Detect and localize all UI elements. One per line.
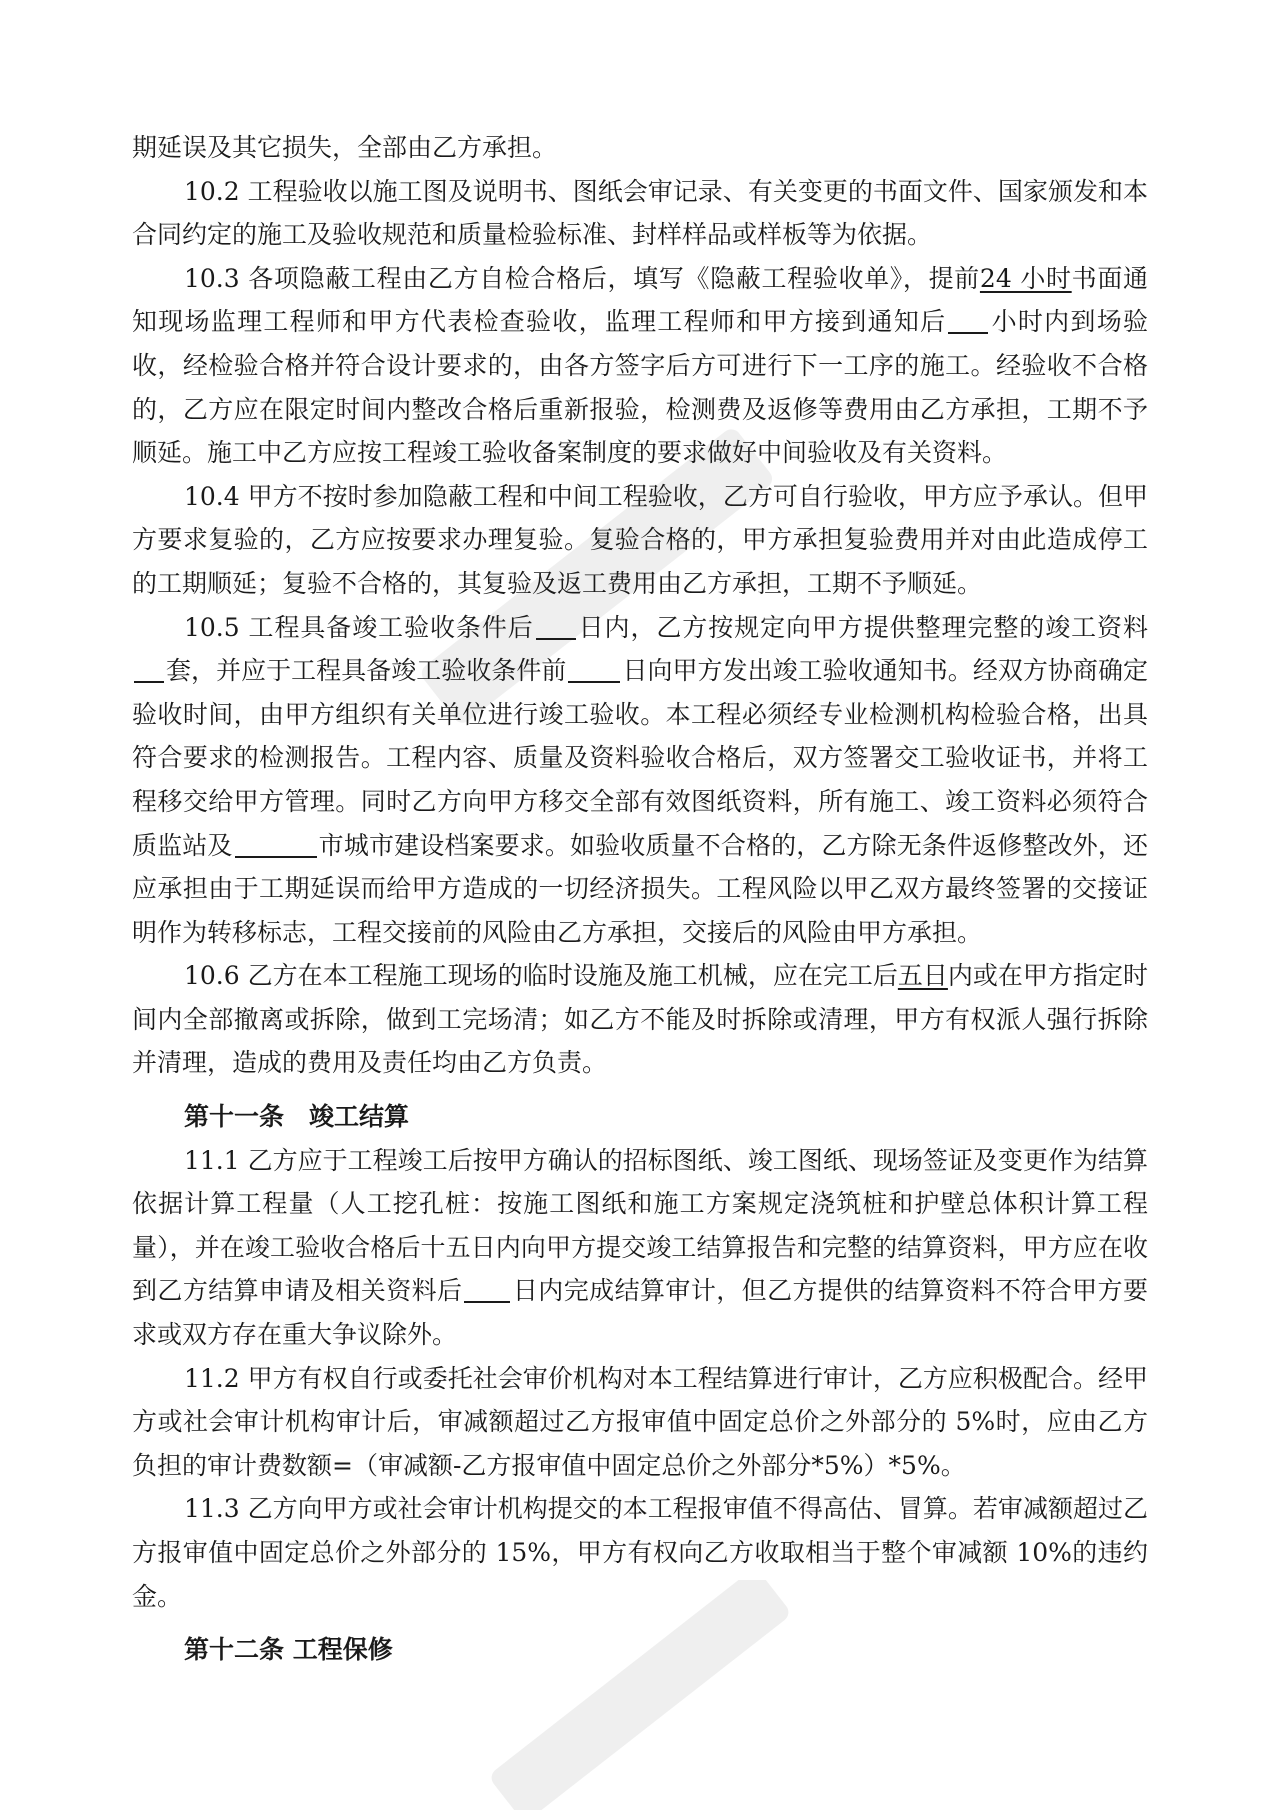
clause-text: 市城市建设档案要求。如验收质量不合格的，乙方除无条件返修整改外，还应承担由于工期延误而给甲方造成的一切经济损失。工程风险以甲乙双方最终签署的交接证明作为转移标志，工程交接前的风险由乙方承担，交接后的风险由甲方承担。 — [132, 830, 1148, 947]
clause-text: 套，并应于工程具备竣工验收条件前 — [166, 656, 567, 686]
clause-10-4: 10.4 甲方不按时参加隐蔽工程和中间工程验收，乙方可自行验收，甲方应予承认。但甲方要求复验的，乙方应按要求办理复验。复验合格的，甲方承担复验费用并对由此造成停工的工期顺延；复验不合格的，其复验及返工费用由乙方承担，工期不予顺延。 — [132, 481, 1148, 598]
paragraph-continuation: 期延误及其它损失，全部由乙方承担。 — [132, 133, 558, 162]
fill-in-blank — [134, 655, 164, 683]
document-page — [132, 126, 1148, 1672]
underlined-value: 24 小时 — [979, 263, 1072, 293]
clause-10-3 — [132, 257, 1148, 475]
clause-10-5 — [132, 606, 1148, 955]
underlined-value: 五日 — [897, 961, 948, 991]
clause-10-6 — [132, 954, 1148, 1085]
clause-text: 10.5 工程具备竣工验收条件后 — [184, 612, 534, 642]
clause-text: 日内，乙方按规定向甲方提供整理完整的竣工资料 — [577, 612, 1148, 642]
clause-11-3: 11.3 乙方向甲方或社会审计机构提交的本工程报审值不得高估、冒算。若审减额超过乙方报审值中固定总价之外部分的 15%，甲方有权向乙方收取相当于整个审减额 10%的违约金。 — [132, 1494, 1148, 1611]
clause-10-2: 10.2 工程验收以施工图及说明书、图纸会审记录、有关变更的书面文件、国家颁发和本合同约定的施工及验收规范和质量检验标准、封样样品或样板等为依据。 — [132, 176, 1148, 250]
section-heading-11: 第十一条 竣工结算 — [184, 1102, 410, 1132]
fill-in-blank — [536, 612, 576, 640]
section-heading-12: 第十二条 工程保修 — [184, 1635, 393, 1665]
fill-in-blank — [235, 830, 317, 858]
clause-text: 日向甲方发出竣工验收通知书。经双方协商确定验收时间，由甲方组织有关单位进行竣工验收。本工程必须经专业检测机构检验合格，出具符合要求的检测报告。工程内容、质量及资料验收合格后，双方签署交工验收证书，并将工程移交给甲方管理。同时乙方向甲方移交全部有效图纸资料，所有施工、竣工资料必须符合质监站及 — [132, 656, 1148, 860]
clause-11-1 — [132, 1139, 1148, 1357]
clause-text: 10.6 乙方在本工程施工现场的临时设施及施工机械，应在完工后 — [184, 961, 898, 991]
clause-text: 小时内到场验收，经检验合格并符合设计要求的，由各方签字后方可进行下一工序的施工。经验收不合格的，乙方应在限定时间内整改合格后重新报验，检测费及返修等费用由乙方承担，工期不予顺延。施工中乙方应按工程竣工验收备案制度的要求做好中间验收及有关资料。 — [132, 307, 1148, 468]
clause-text: 内或在甲方指定时间内全部撤离或拆除，做到工完场清；如乙方不能及时拆除或清理，甲方有权派人强行拆除并清理，造成的费用及责任均由乙方负责。 — [132, 961, 1148, 1078]
fill-in-blank — [948, 306, 988, 334]
fill-in-blank — [568, 655, 620, 683]
clause-text: 日内完成结算审计，但乙方提供的结算资料不符合甲方要求或双方存在重大争议除外。 — [132, 1276, 1148, 1350]
clause-11-2: 11.2 甲方有权自行或委托社会审价机构对本工程结算进行审计，乙方应积极配合。经甲方或社会审计机构审计后，审减额超过乙方报审值中固定总价之外部分的 5%时，应由乙方负担的审计费数额=（审减额-乙方报审值中固定总价之外部分*5%）*5%。 — [132, 1363, 1148, 1480]
clause-text: 10.3 各项隐蔽工程由乙方自检合格后，填写《隐蔽工程验收单》，提前 — [184, 263, 980, 293]
clause-text: 书面通知现场监理工程师和甲方代表检查验收，监理工程师和甲方接到通知后 — [132, 263, 1148, 337]
fill-in-blank — [464, 1275, 510, 1303]
clause-text: 11.1 乙方应于工程竣工后按甲方确认的招标图纸、竣工图纸、现场签证及变更作为结算依据计算工程量（人工挖孔桩：按施工图纸和施工方案规定浇筑桩和护壁总体积计算工程量），并在竣工验收合格后十五日内向甲方提交竣工结算报告和完整的结算资料，甲方应在收到乙方结算申请及相关资料后 — [132, 1145, 1148, 1306]
